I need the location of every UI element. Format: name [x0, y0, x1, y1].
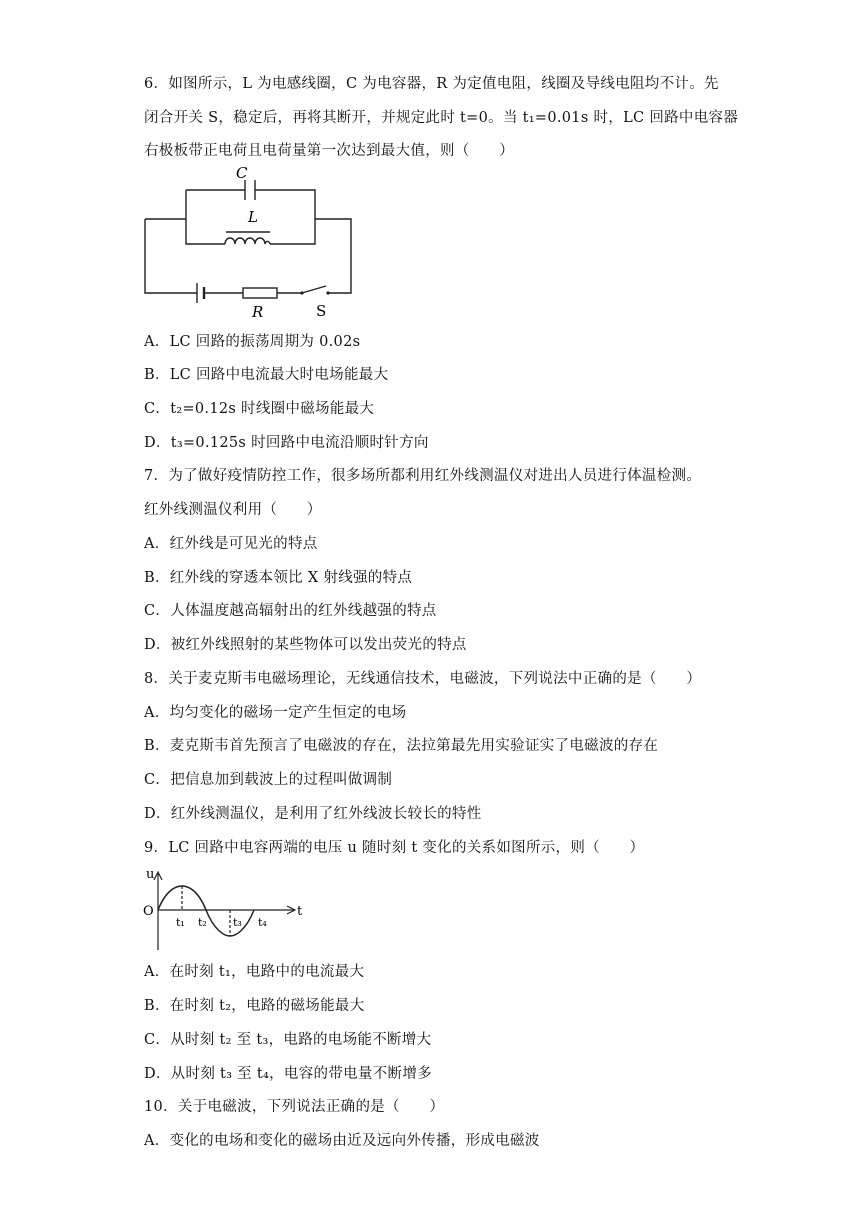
t-axis-label: t — [297, 904, 303, 919]
t3-label: t₃ — [233, 916, 242, 929]
t1-label: t₁ — [176, 916, 185, 929]
q8-stem: 8．关于麦克斯韦电磁场理论，无线通信技术，电磁波，下列说法中正确的是（ ） — [144, 671, 702, 687]
q6-stem-line3: 右极板带正电荷且电荷量第一次达到最大值，则（ ） — [144, 143, 514, 159]
inductor-label: L — [248, 208, 258, 226]
q9-option-a: A．在时刻 t₁，电路中的电流最大 — [144, 964, 365, 980]
origin-label: O — [143, 904, 154, 919]
q6-option-b: B．LC 回路中电流最大时电场能最大 — [144, 367, 389, 383]
q8-option-a: A．均匀变化的磁场一定产生恒定的电场 — [144, 705, 407, 721]
q7-option-d: D．被红外线照射的某些物体可以发出荧光的特点 — [144, 637, 467, 653]
q7-option-a: A．红外线是可见光的特点 — [144, 536, 318, 552]
q8-option-c: C．把信息加到载波上的过程叫做调制 — [144, 772, 393, 788]
q9-option-d: D．从时刻 t₃ 至 t₄，电容的带电量不断增多 — [144, 1066, 432, 1082]
q8-option-b: B．麦克斯韦首先预言了电磁波的存在，法拉第最先用实验证实了电磁波的存在 — [144, 738, 659, 754]
q6-option-c: C．t₂=0.12s 时线圈中磁场能最大 — [144, 401, 375, 417]
q6-stem-line2: 闭合开关 S，稳定后，再将其断开，并规定此时 t=0。当 t₁=0.01s 时，LC 回路中电容器 — [144, 110, 739, 126]
resistor-label: R — [252, 303, 264, 321]
t4-label: t₄ — [258, 916, 267, 929]
u-axis-label: u — [146, 867, 155, 882]
q10-stem: 10．关于电磁波，下列说法正确的是（ ） — [144, 1099, 445, 1115]
q7-option-b: B．红外线的穿透本领比 X 射线强的特点 — [144, 570, 413, 586]
capacitor-label: C — [236, 164, 248, 182]
switch-label: S — [316, 302, 327, 320]
q9-stem: 9．LC 回路中电容两端的电压 u 随时刻 t 变化的关系如图所示，则（ ） — [144, 840, 645, 856]
q8-option-d: D．红外线测温仪，是利用了红外线波长较长的特性 — [144, 806, 482, 822]
q7-option-c: C．人体温度越高辐射出的红外线越强的特点 — [144, 603, 437, 619]
q7-stem-line2: 红外线测温仪利用（ ） — [144, 502, 322, 518]
lc-circuit-diagram — [140, 162, 360, 322]
t2-label: t₂ — [198, 916, 207, 929]
voltage-time-graph — [142, 864, 307, 954]
q9-option-c: C．从时刻 t₂ 至 t₃，电路的电场能不断增大 — [144, 1032, 432, 1048]
q6-option-d: D．t₃=0.125s 时回路中电流沿顺时针方向 — [144, 435, 429, 451]
q6-option-a: A．LC 回路的振荡周期为 0.02s — [144, 334, 361, 350]
q7-stem-line1: 7．为了做好疫情防控工作，很多场所都利用红外线测温仪对进出人员进行体温检测。 — [144, 468, 702, 484]
q9-option-b: B．在时刻 t₂，电路的磁场能最大 — [144, 998, 365, 1014]
q10-option-a: A．变化的电场和变化的磁场由近及远向外传播，形成电磁波 — [144, 1133, 540, 1149]
q6-stem-line1: 6．如图所示，L 为电感线圈，C 为电容器，R 为定值电阻，线圈及导线电阻均不计。先 — [144, 76, 719, 92]
